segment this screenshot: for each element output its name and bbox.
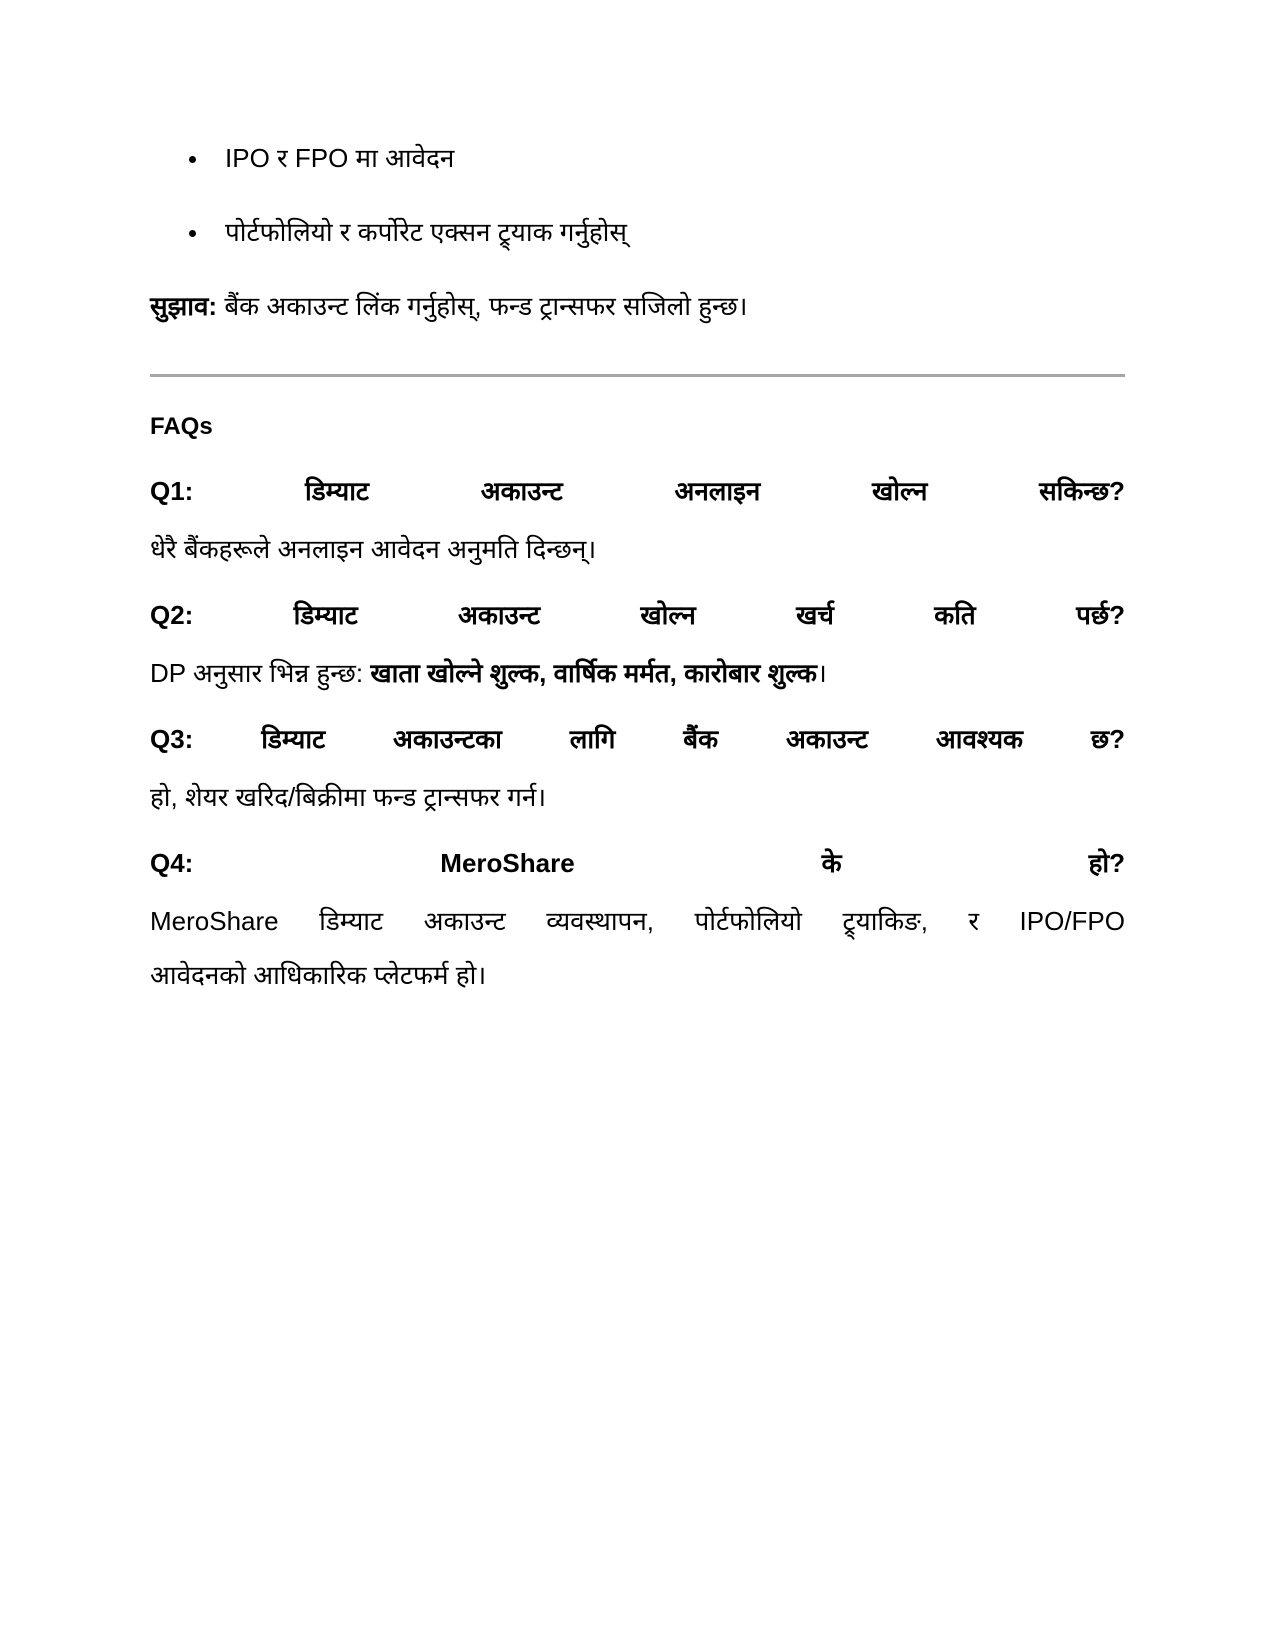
question-word: बैंक <box>683 724 719 754</box>
answer-word: व्यवस्थापन, <box>546 906 654 936</box>
answer-word: ट्र्याकिङ, <box>842 906 928 936</box>
question-word: डिम्याट <box>293 600 358 630</box>
question-word: कति <box>934 600 976 630</box>
question-word: डिम्याट <box>305 476 370 506</box>
faq-item <box>150 473 1125 567</box>
question-word: Q2: <box>150 600 194 630</box>
bullet-text: IPO र FPO मा आवेदन <box>225 143 455 173</box>
question-word: पर्छ? <box>1076 600 1125 630</box>
question-word: Q3: <box>150 724 194 754</box>
faq-question <box>150 597 1125 633</box>
faq-answer: हो, शेयर खरिद/बिक्रीमा फन्ड ट्रान्सफर गर्न। <box>150 782 547 812</box>
faq-item <box>150 845 1125 993</box>
horizontal-divider <box>150 374 1125 377</box>
question-word: खोल्न <box>872 476 928 506</box>
faq-answer <box>150 655 1125 691</box>
faq-answer-line <box>150 903 1125 939</box>
faq-question <box>150 721 1125 757</box>
faq-item <box>150 597 1125 691</box>
faq-answer: धेरै बैंकहरूले अनलाइन आवेदन अनुमति दिन्छन्। <box>150 534 597 564</box>
answer-word: IPO/FPO <box>1019 906 1125 936</box>
question-word: हो? <box>1088 848 1125 878</box>
answer-word: पोर्टफोलियो <box>694 906 803 936</box>
question-word: आवश्यक <box>935 724 1024 754</box>
faq-item <box>150 721 1125 815</box>
answer-word: अकाउन्ट <box>423 906 506 936</box>
bullet-item <box>150 140 1125 176</box>
answer-bold-fees: खाता खोल्ने शुल्क, वार्षिक मर्मत, कारोबार शुल्क <box>370 658 817 688</box>
faq-answer-line: आवेदनको आधिकारिक प्लेटफर्म हो। <box>150 960 487 990</box>
answer-word: डिम्याट <box>319 906 384 936</box>
question-word: अनलाइन <box>674 476 761 506</box>
question-word: Q1: <box>150 476 194 506</box>
question-word: अकाउन्ट <box>457 600 541 630</box>
faq-heading: FAQs <box>150 413 213 440</box>
tip-text: बैंक अकाउन्ट लिंक गर्नुहोस्, फन्ड ट्रान्सफर सजिलो हुन्छ। <box>217 291 748 321</box>
question-word: खर्च <box>796 600 834 630</box>
answer-word: र <box>968 906 980 936</box>
feature-bullet-list <box>150 140 1125 250</box>
question-word: Q4: <box>150 848 194 878</box>
bullet-text: पोर्टफोलियो र कर्पोरेट एक्सन ट्र्याक गर्नुहोस् <box>225 217 627 247</box>
document-content <box>150 140 1125 993</box>
faq-question <box>150 473 1125 509</box>
answer-prefix: DP अनुसार भिन्न हुन्छ: <box>150 658 371 688</box>
question-word: लागि <box>569 724 616 754</box>
bullet-dot-icon <box>189 230 196 237</box>
tip-paragraph <box>150 288 1125 324</box>
question-word: छ? <box>1090 724 1125 754</box>
bullet-item <box>150 214 1125 250</box>
faq-question <box>150 845 1125 881</box>
bullet-dot-icon <box>189 156 196 163</box>
tip-label: सुझाव: <box>150 291 218 321</box>
question-word: सकिन्छ? <box>1039 476 1125 506</box>
question-word: अकाउन्टका <box>393 724 502 754</box>
answer-word: MeroShare <box>150 906 279 936</box>
question-word: अकाउन्ट <box>480 476 563 506</box>
answer-suffix: । <box>816 658 827 688</box>
question-word: डिम्याट <box>261 724 326 754</box>
question-word: MeroShare <box>440 848 575 878</box>
question-word: खोल्न <box>640 600 696 630</box>
question-word: के <box>821 848 842 878</box>
question-word: अकाउन्ट <box>785 724 869 754</box>
